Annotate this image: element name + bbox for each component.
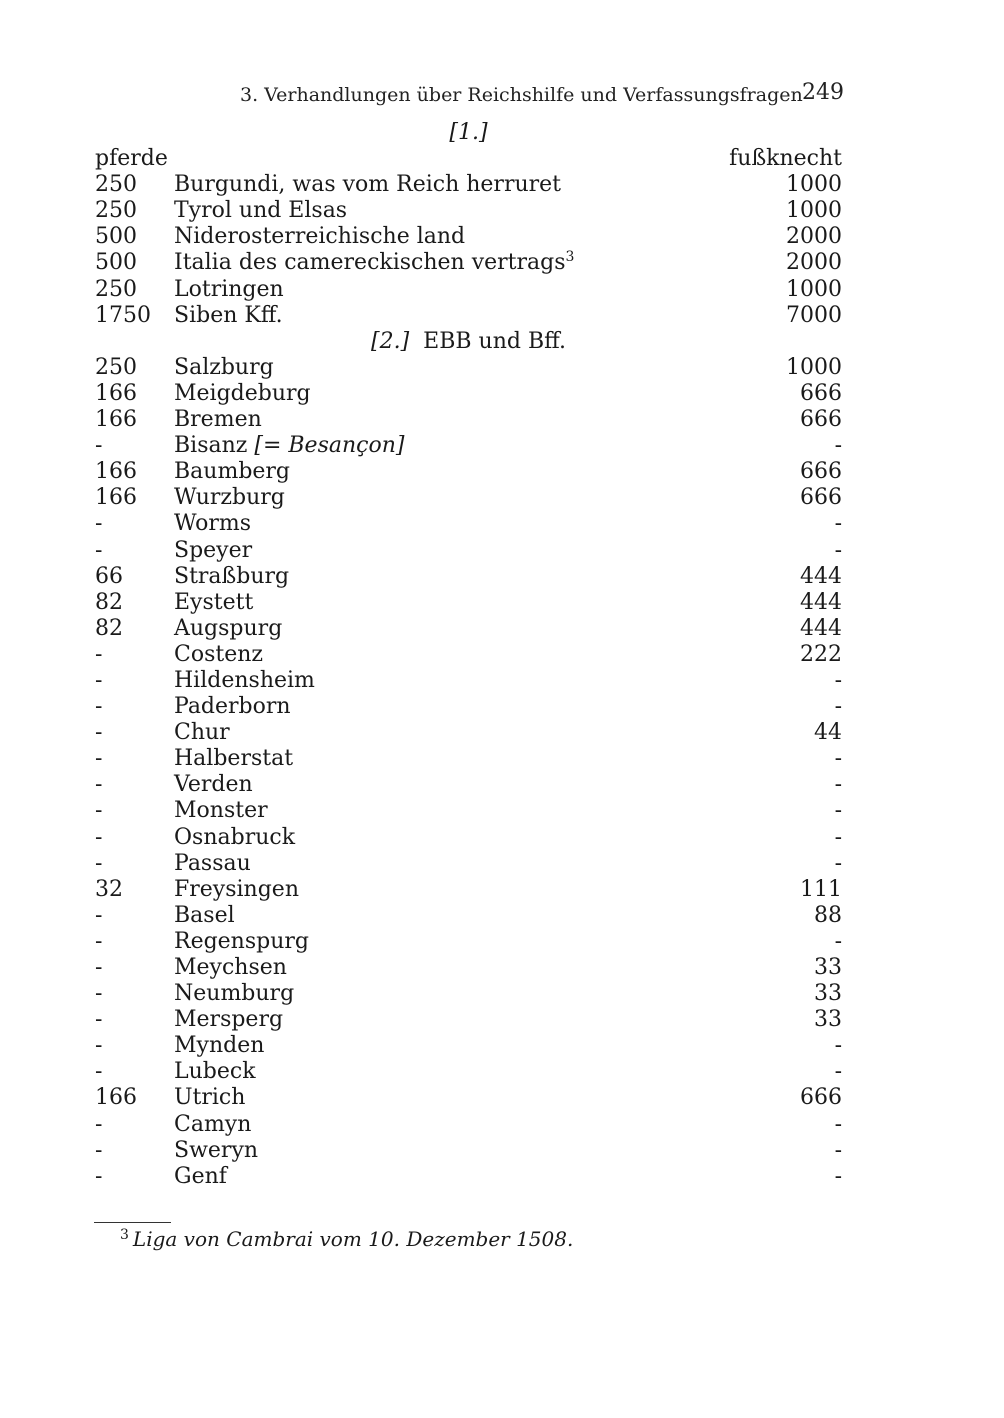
territory-name: Salzburg <box>174 354 274 380</box>
territory-name: Genf <box>174 1163 227 1189</box>
territory-cell <box>174 590 722 616</box>
fussknecht-value: - <box>834 746 842 772</box>
pferde-value: 82 <box>95 615 123 641</box>
territory-name: Speyer <box>174 537 253 563</box>
table-row <box>95 825 842 851</box>
footnote <box>120 1227 573 1251</box>
pferde-value: 32 <box>95 876 123 902</box>
territory-cell <box>174 642 722 668</box>
territory-cell <box>174 564 722 590</box>
territory-name: Chur <box>174 720 230 746</box>
fussknecht-value: 444 <box>800 563 842 589</box>
territory-name: Verden <box>174 772 253 798</box>
territory-cell <box>174 746 722 772</box>
table-row <box>95 798 842 824</box>
fussknecht-value: 2000 <box>786 250 842 276</box>
table-row <box>95 877 842 903</box>
fussknecht-value: - <box>834 433 842 459</box>
territory-cell <box>174 1085 722 1111</box>
fussknecht-value: 33 <box>814 1007 842 1033</box>
pferde-value: - <box>95 824 103 850</box>
section-2-title: EBB und Bff. <box>423 328 566 354</box>
pferde-value: - <box>95 1007 103 1033</box>
table-row <box>95 511 842 537</box>
pferde-value: - <box>95 772 103 798</box>
fussknecht-value: 33 <box>814 955 842 980</box>
editorial-note: [= Besançon] <box>254 433 405 459</box>
territory-cell <box>174 929 722 955</box>
territory-name: Paderborn <box>174 694 291 720</box>
pferde-value: 166 <box>95 459 137 485</box>
territory-cell <box>174 355 722 381</box>
pferde-value: 250 <box>95 276 137 302</box>
table-row <box>95 929 842 955</box>
pferde-value: - <box>95 511 103 537</box>
section-2-heading <box>95 329 842 355</box>
territory-cell <box>174 772 722 798</box>
territory-name: Lubeck <box>174 1059 256 1085</box>
pferde-value: - <box>95 902 103 928</box>
fussknecht-value: 666 <box>800 407 842 433</box>
column-header-row <box>95 146 842 172</box>
territory-cell <box>174 198 722 224</box>
pferde-value: 166 <box>95 407 137 433</box>
fussknecht-value: 2000 <box>786 224 842 250</box>
territory-name: Monster <box>174 798 268 824</box>
table-row <box>95 1112 842 1138</box>
territory-name: Italia des camereckischen vertrags <box>174 250 566 276</box>
territory-cell <box>174 798 722 824</box>
territory-cell <box>174 511 722 537</box>
table-row <box>95 642 842 668</box>
pferde-value: - <box>95 1033 103 1059</box>
territory-cell <box>174 1164 722 1190</box>
fussknecht-value: 44 <box>814 720 842 746</box>
footnote-rule <box>94 1222 171 1223</box>
territory-cell <box>174 694 722 720</box>
table-row <box>95 459 842 485</box>
territory-cell <box>174 277 722 303</box>
territory-name: Mersperg <box>174 1007 284 1033</box>
territory-cell <box>174 825 722 851</box>
column-header-fussknecht: fußknecht <box>729 146 842 172</box>
territory-name: Meigdeburg <box>174 380 311 406</box>
territory-cell <box>174 250 722 276</box>
pferde-value: 1750 <box>95 302 151 328</box>
fussknecht-value: 222 <box>800 641 842 667</box>
table-row <box>95 851 842 877</box>
territory-cell <box>174 433 722 459</box>
table-row <box>95 1007 842 1033</box>
pferde-value: 250 <box>95 172 137 198</box>
assessment-table <box>95 120 842 1190</box>
table-row <box>95 250 842 276</box>
territory-cell <box>174 1033 722 1059</box>
fussknecht-value: - <box>834 667 842 693</box>
fussknecht-value: 666 <box>800 485 842 511</box>
territory-name: Freysingen <box>174 876 299 902</box>
table-row <box>95 772 842 798</box>
fussknecht-value: - <box>834 1033 842 1059</box>
territory-cell <box>174 720 722 746</box>
territory-cell <box>174 459 722 485</box>
pferde-value: - <box>95 981 103 1007</box>
territory-cell <box>174 224 722 250</box>
table-row <box>95 746 842 772</box>
territory-name: Sweryn <box>174 1137 259 1163</box>
territory-name: Eystett <box>174 589 254 615</box>
territory-cell <box>174 538 722 564</box>
footnote-marker: 3 <box>120 1227 129 1243</box>
fussknecht-value: 666 <box>800 380 842 406</box>
territory-cell <box>174 877 722 903</box>
pferde-value: - <box>95 798 103 824</box>
table-row <box>95 198 842 224</box>
territory-cell <box>174 668 722 694</box>
fussknecht-value: - <box>834 1059 842 1085</box>
table-row <box>95 1059 842 1085</box>
territory-name: Regenspurg <box>174 928 309 954</box>
fussknecht-value: - <box>834 694 842 720</box>
pferde-value: - <box>95 1111 103 1137</box>
territory-name: Meychsen <box>174 955 287 980</box>
fussknecht-value: 33 <box>814 981 842 1007</box>
table-row <box>95 668 842 694</box>
territory-name: Bisanz <box>174 433 248 459</box>
footnote-text: Liga von Cambrai vom 10. Dezember 1508. <box>132 1227 574 1251</box>
table-row <box>95 1138 842 1164</box>
fussknecht-value: - <box>834 798 842 824</box>
table-row <box>95 172 842 198</box>
table-row <box>95 981 842 1007</box>
fussknecht-value: 1000 <box>786 198 842 224</box>
fussknecht-value: - <box>834 850 842 876</box>
pferde-value: - <box>95 928 103 954</box>
fussknecht-value: 666 <box>800 459 842 485</box>
territory-cell <box>174 851 722 877</box>
fussknecht-value: 111 <box>800 876 842 902</box>
pferde-value: 166 <box>95 485 137 511</box>
territory-name: Lotringen <box>174 276 284 302</box>
table-row <box>95 694 842 720</box>
pferde-value: - <box>95 641 103 667</box>
territory-cell <box>174 1138 722 1164</box>
pferde-value: - <box>95 433 103 459</box>
territory-name: Camyn <box>174 1111 252 1137</box>
territory-name: Osnabruck <box>174 824 296 850</box>
territory-cell <box>174 1059 722 1085</box>
fussknecht-value: - <box>834 1111 842 1137</box>
table-row <box>95 355 842 381</box>
pferde-value: 166 <box>95 380 137 406</box>
table-row <box>95 277 842 303</box>
pferde-value: 166 <box>95 1085 137 1111</box>
section-1-rows <box>95 172 842 329</box>
table-row <box>95 1085 842 1111</box>
territory-cell <box>174 1112 722 1138</box>
territory-name: Tyrol und Elsas <box>174 198 348 224</box>
territory-name: Wurzburg <box>174 485 285 511</box>
table-row <box>95 903 842 929</box>
pferde-value: 66 <box>95 563 123 589</box>
territory-name: Baumberg <box>174 459 291 485</box>
territory-cell <box>174 981 722 1007</box>
table-row <box>95 590 842 616</box>
section-2-rows <box>95 355 842 1190</box>
table-row <box>95 303 842 329</box>
fussknecht-value: 444 <box>800 615 842 641</box>
territory-cell <box>174 955 722 981</box>
fussknecht-value: 1000 <box>786 276 842 302</box>
territory-name: Niderosterreichische land <box>174 224 466 250</box>
territory-name: Bremen <box>174 407 262 433</box>
territory-cell <box>174 172 722 198</box>
fussknecht-value: 666 <box>800 1085 842 1111</box>
fussknecht-value: 7000 <box>786 302 842 328</box>
pferde-value: 250 <box>95 354 137 380</box>
column-header-pferde: pferde <box>95 146 168 172</box>
territory-name: Halberstat <box>174 746 294 772</box>
pferde-value: - <box>95 694 103 720</box>
pferde-value: 500 <box>95 224 137 250</box>
territory-name: Worms <box>174 511 252 537</box>
pferde-value: - <box>95 955 103 980</box>
fussknecht-value: 1000 <box>786 172 842 198</box>
territory-name: Basel <box>174 902 235 928</box>
pferde-value: 250 <box>95 198 137 224</box>
table-row <box>95 433 842 459</box>
table-row <box>95 485 842 511</box>
page-number: 249 <box>802 80 844 105</box>
table-row <box>95 616 842 642</box>
territory-name: Siben Kff. <box>174 302 283 328</box>
table-row <box>95 564 842 590</box>
territory-name: Passau <box>174 850 251 876</box>
table-row <box>95 1164 842 1190</box>
territory-name: Neumburg <box>174 981 295 1007</box>
footnote-ref: 3 <box>565 249 575 266</box>
territory-cell <box>174 381 722 407</box>
pferde-value: - <box>95 1163 103 1189</box>
territory-name: Mynden <box>174 1033 265 1059</box>
pferde-value: - <box>95 746 103 772</box>
running-head-title: 3. Verhandlungen über Reichshilfe und Verfassungsfragen <box>240 84 803 106</box>
fussknecht-value: - <box>834 1137 842 1163</box>
territory-name: Burgundi, was vom Reich herruret <box>174 172 562 198</box>
pferde-value: - <box>95 1059 103 1085</box>
fussknecht-value: - <box>834 511 842 537</box>
territory-cell <box>174 616 722 642</box>
fussknecht-value: - <box>834 1163 842 1189</box>
pferde-value: - <box>95 720 103 746</box>
table-row <box>95 720 842 746</box>
table-row <box>95 1033 842 1059</box>
territory-name: Augspurg <box>174 615 283 641</box>
territory-name: Utrich <box>174 1085 246 1111</box>
section-2-number: [2.] <box>371 328 410 354</box>
section-1-heading: [1.] <box>449 120 488 145</box>
territory-cell <box>174 1007 722 1033</box>
fussknecht-value: 88 <box>814 902 842 928</box>
table-row <box>95 407 842 433</box>
territory-cell <box>174 407 722 433</box>
territory-cell <box>174 485 722 511</box>
table-row <box>95 538 842 564</box>
territory-cell <box>174 303 722 329</box>
table-row <box>95 381 842 407</box>
fussknecht-value: 1000 <box>786 354 842 380</box>
territory-name: Costenz <box>174 641 263 667</box>
fussknecht-value: - <box>834 772 842 798</box>
territory-name: Hildensheim <box>174 667 315 693</box>
pferde-value: - <box>95 537 103 563</box>
pferde-value: - <box>95 1137 103 1163</box>
pferde-value: - <box>95 667 103 693</box>
fussknecht-value: - <box>834 824 842 850</box>
table-row <box>95 224 842 250</box>
pferde-value: 82 <box>95 589 123 615</box>
fussknecht-value: - <box>834 928 842 954</box>
territory-name: Straßburg <box>174 563 290 589</box>
fussknecht-value: - <box>834 537 842 563</box>
pferde-value: 500 <box>95 250 137 276</box>
pferde-value: - <box>95 850 103 876</box>
fussknecht-value: 444 <box>800 589 842 615</box>
territory-cell <box>174 903 722 929</box>
table-row <box>95 955 842 981</box>
